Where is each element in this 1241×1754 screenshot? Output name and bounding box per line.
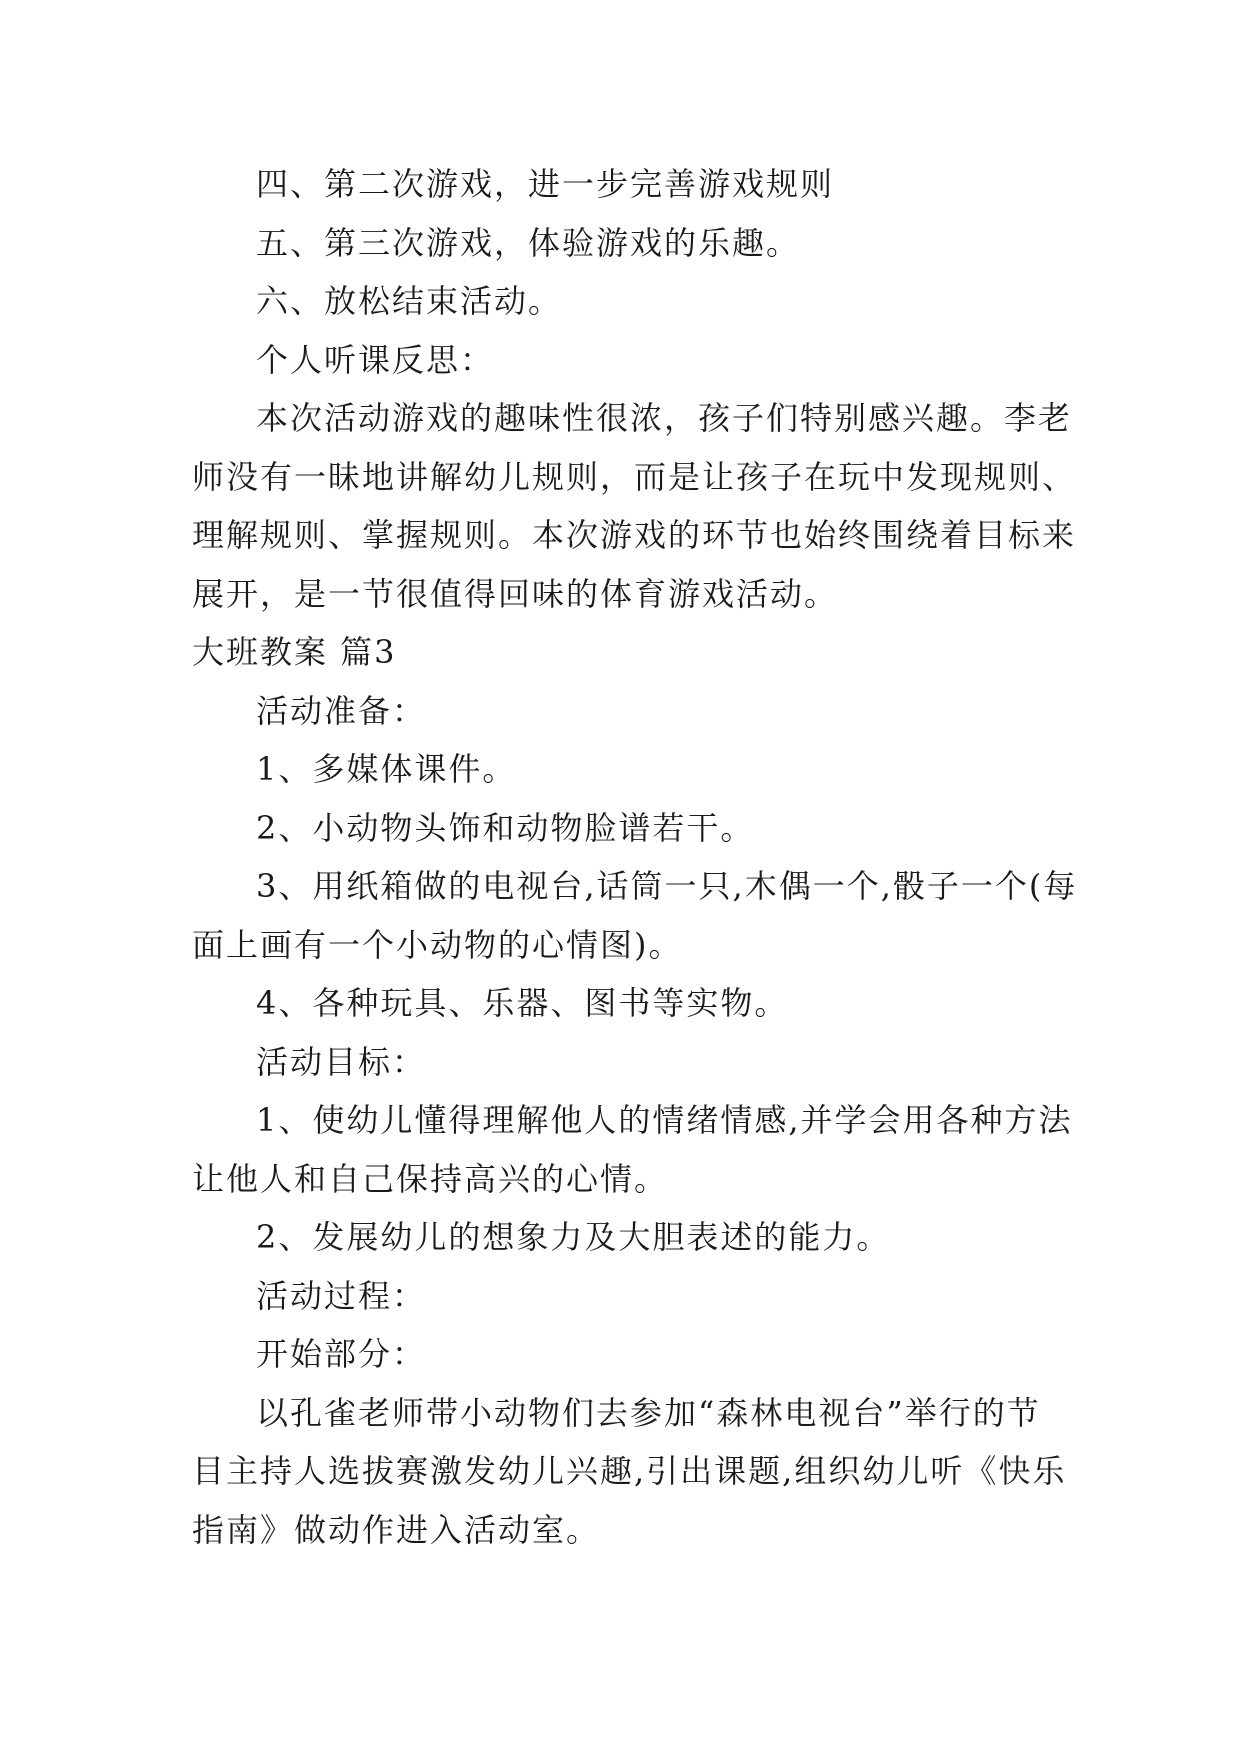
- text-line: 3、用纸箱做的电视台,话筒一只,木偶一个,骰子一个(每: [256, 867, 1078, 905]
- text-line: 师没有一昧地讲解幼儿规则，而是让孩子在玩中发现规则、: [192, 457, 1077, 496]
- document-body: [192, 155, 1078, 1559]
- text-line: 六、放松结束活动。: [256, 282, 563, 320]
- text-line: 让他人和自己保持高兴的心情。: [192, 1159, 669, 1198]
- text-line: 活动过程：: [256, 1276, 427, 1315]
- text-line: 五、第三次游戏，体验游戏的乐趣。: [256, 223, 801, 262]
- text-line: 以孔雀老师带小动物们去参加“森林电视台”举行的节: [256, 1393, 1041, 1432]
- text-line: 1、使幼儿懂得理解他人的情绪情感,并学会用各种方法: [256, 1101, 1073, 1139]
- text-line: 面上画有一个小动物的心情图)。: [192, 925, 683, 964]
- text-line: 理解规则、掌握规则。本次游戏的环节也始终围绕着目标来: [192, 516, 1077, 554]
- text-line: 2、发展幼儿的想象力及大胆表述的能力。: [256, 1218, 891, 1256]
- text-line: 个人听课反思：: [256, 340, 495, 379]
- section-heading: 大班教案 篇3: [192, 633, 397, 671]
- text-line: 2、小动物头饰和动物脸谱若干。: [256, 808, 755, 847]
- text-line: 1、多媒体课件。: [256, 750, 517, 788]
- text-line: 4、各种玩具、乐器、图书等实物。: [256, 984, 789, 1022]
- text-line: 开始部分：: [256, 1335, 427, 1373]
- text-line: 指南》做动作进入活动室。: [192, 1510, 601, 1549]
- text-line: 活动准备：: [256, 691, 427, 730]
- text-line: 目主持人选拔赛激发幼儿兴趣,引出课题,组织幼儿听《快乐: [192, 1452, 1067, 1490]
- text-line: 本次活动游戏的趣味性很浓，孩子们特别感兴趣。李老: [256, 399, 1073, 437]
- text-line: 活动目标：: [256, 1042, 427, 1081]
- text-line: 展开，是一节很值得回味的体育游戏活动。: [192, 574, 839, 613]
- text-line: 四、第二次游戏，进一步完善游戏规则: [256, 165, 835, 203]
